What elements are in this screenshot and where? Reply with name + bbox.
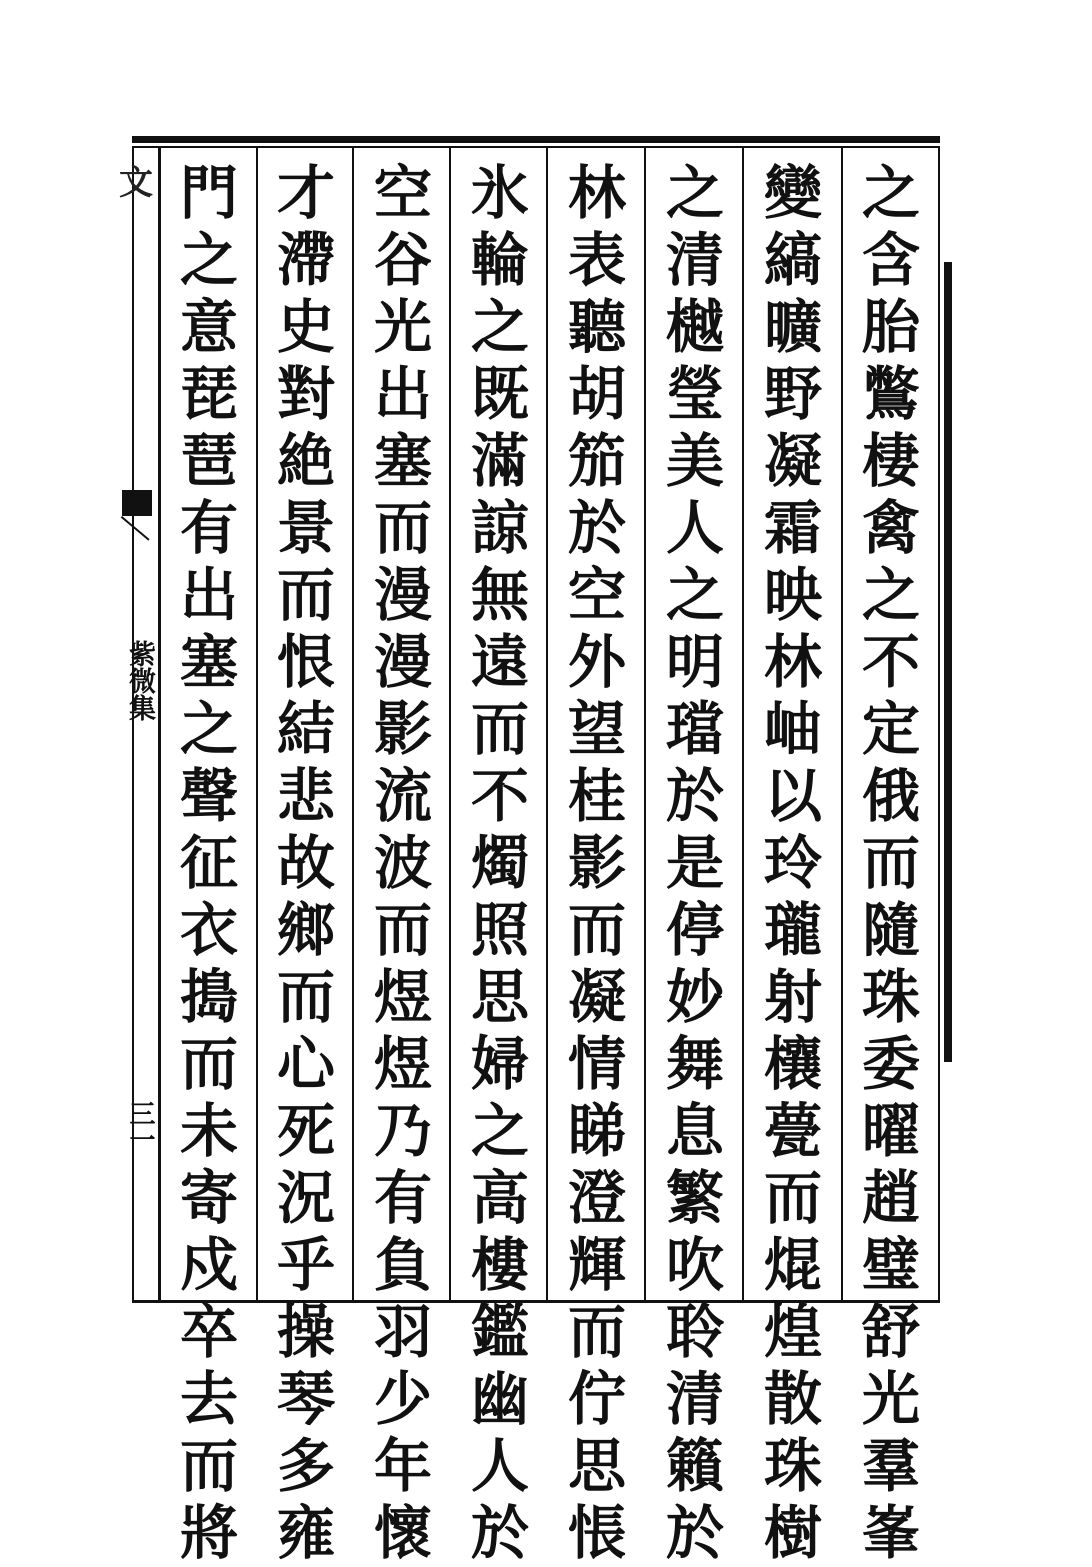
column-character: 珠 (763, 1432, 822, 1500)
column-character: 以 (763, 762, 822, 830)
text-column-8 (168, 159, 250, 1567)
column-character: 景 (276, 494, 335, 562)
column-character: 隨 (861, 896, 920, 964)
column-character: 諒 (470, 494, 529, 562)
column-character: 胎 (861, 293, 920, 361)
column-character: 琴 (276, 1365, 335, 1433)
column-character: 聲 (179, 762, 238, 830)
column-character: 征 (179, 829, 238, 897)
text-column-2 (752, 159, 834, 1567)
column-character: 年 (373, 1432, 432, 1500)
column-character: 況 (276, 1164, 335, 1232)
column-character: 甍 (763, 1097, 822, 1165)
column-character: 含 (861, 226, 920, 294)
column-character: 籟 (665, 1432, 724, 1500)
column-character: 有 (373, 1164, 432, 1232)
column-character: 光 (373, 293, 432, 361)
column-character: 禽 (861, 494, 920, 562)
column-character: 光 (861, 1365, 920, 1433)
column-character: 輪 (470, 226, 529, 294)
column-character: 凝 (567, 963, 626, 1031)
column-character: 舒 (861, 1298, 920, 1366)
column-character: 空 (567, 561, 626, 629)
column-character: 才 (276, 159, 335, 227)
column-character: 谷 (373, 226, 432, 294)
column-character: 桂 (567, 762, 626, 830)
column-character: 之 (470, 293, 529, 361)
column-character: 佇 (567, 1365, 626, 1433)
column-character: 俄 (861, 762, 920, 830)
column-character: 而 (179, 1030, 238, 1098)
column-character: 乃 (373, 1097, 432, 1165)
column-character: 射 (763, 963, 822, 1031)
column-character: 曠 (763, 293, 822, 361)
column-character: 之 (861, 561, 920, 629)
column-character: 胡 (567, 360, 626, 428)
column-character: 於 (665, 762, 724, 830)
column-character: 散 (763, 1365, 822, 1433)
column-character: 聽 (567, 293, 626, 361)
column-character: 心 (276, 1030, 335, 1098)
column-character: 門 (179, 159, 238, 227)
column-character: 悵 (567, 1499, 626, 1567)
column-character: 舞 (665, 1030, 724, 1098)
column-character: 而 (276, 963, 335, 1031)
column-character: 澄 (567, 1164, 626, 1232)
column-character: 曜 (861, 1097, 920, 1165)
column-divider (644, 148, 646, 1302)
column-character: 不 (861, 628, 920, 696)
column-character: 羣 (861, 1432, 920, 1500)
column-character: 霜 (763, 494, 822, 562)
column-character: 於 (470, 1499, 529, 1567)
text-column-6 (362, 159, 444, 1567)
column-character: 戍 (179, 1231, 238, 1299)
column-character: 之 (861, 159, 920, 227)
column-character: 瓏 (763, 896, 822, 964)
column-character: 塞 (373, 427, 432, 495)
column-character: 而 (567, 896, 626, 964)
column-character: 影 (567, 829, 626, 897)
column-character: 輝 (567, 1231, 626, 1299)
column-character: 意 (179, 293, 238, 361)
column-character: 去 (179, 1365, 238, 1433)
column-character: 幽 (470, 1365, 529, 1433)
column-character: 於 (665, 1499, 724, 1567)
column-divider (449, 148, 451, 1302)
column-character: 婦 (470, 1030, 529, 1098)
column-character: 雍 (276, 1499, 335, 1567)
column-divider (742, 148, 744, 1302)
column-divider (546, 148, 548, 1302)
column-character: 乎 (276, 1231, 335, 1299)
text-column-4 (556, 159, 638, 1567)
column-character: 而 (373, 494, 432, 562)
column-character: 委 (861, 1030, 920, 1098)
text-column-3 (654, 159, 736, 1567)
column-character: 史 (276, 293, 335, 361)
column-character: 野 (763, 360, 822, 428)
column-character: 定 (861, 695, 920, 763)
column-character: 死 (276, 1097, 335, 1165)
column-character: 美 (665, 427, 724, 495)
column-character: 對 (276, 360, 335, 428)
column-character: 峯 (861, 1499, 920, 1567)
column-character: 趙 (861, 1164, 920, 1232)
column-character: 繁 (665, 1164, 724, 1232)
column-character: 多 (276, 1432, 335, 1500)
column-character: 岫 (763, 695, 822, 763)
column-character: 望 (567, 695, 626, 763)
column-character: 珠 (861, 963, 920, 1031)
column-character: 縞 (763, 226, 822, 294)
column-character: 氷 (470, 159, 529, 227)
top-border-rule (132, 136, 940, 143)
column-character: 羽 (373, 1298, 432, 1366)
column-character: 玲 (763, 829, 822, 897)
column-character: 樾 (665, 293, 724, 361)
column-character: 思 (470, 963, 529, 1031)
column-character: 思 (567, 1432, 626, 1500)
column-character: 瑩 (665, 360, 724, 428)
column-character: 欀 (763, 1030, 822, 1098)
column-character: 鷩 (861, 360, 920, 428)
text-column-7 (265, 159, 347, 1567)
column-character: 林 (763, 628, 822, 696)
left-border-rule (158, 148, 161, 1302)
column-character: 照 (470, 896, 529, 964)
column-character: 之 (470, 1097, 529, 1165)
column-character: 負 (373, 1231, 432, 1299)
column-character: 清 (665, 1365, 724, 1433)
column-character: 寄 (179, 1164, 238, 1232)
column-character: 而 (861, 829, 920, 897)
column-character: 人 (665, 494, 724, 562)
column-character: 笳 (567, 427, 626, 495)
column-character: 而 (276, 561, 335, 629)
fish-tail-mark-icon (122, 490, 152, 516)
column-character: 吹 (665, 1231, 724, 1299)
column-character: 而 (373, 896, 432, 964)
column-character: 之 (179, 226, 238, 294)
column-character: 將 (179, 1499, 238, 1567)
column-character: 樹 (763, 1499, 822, 1567)
column-character: 滯 (276, 226, 335, 294)
text-column-1 (850, 159, 932, 1567)
column-character: 未 (179, 1097, 238, 1165)
column-character: 塞 (179, 628, 238, 696)
column-character: 故 (276, 829, 335, 897)
column-character: 懷 (373, 1499, 432, 1567)
column-character: 無 (470, 561, 529, 629)
column-divider (841, 148, 843, 1302)
column-character: 棲 (861, 427, 920, 495)
column-character: 是 (665, 829, 724, 897)
column-character: 遠 (470, 628, 529, 696)
column-character: 波 (373, 829, 432, 897)
column-character: 之 (665, 561, 724, 629)
column-character: 鑑 (470, 1298, 529, 1366)
column-character: 流 (373, 762, 432, 830)
column-character: 息 (665, 1097, 724, 1165)
column-character: 妙 (665, 963, 724, 1031)
column-character: 卒 (179, 1298, 238, 1366)
column-character: 少 (373, 1365, 432, 1433)
column-character: 於 (567, 494, 626, 562)
column-character: 搗 (179, 963, 238, 1031)
column-character: 璧 (861, 1231, 920, 1299)
column-character: 焜 (763, 1231, 822, 1299)
column-character: 明 (665, 628, 724, 696)
column-character: 滿 (470, 427, 529, 495)
column-character: 鄉 (276, 896, 335, 964)
column-character: 人 (470, 1432, 529, 1500)
margin-top-fragment: 文 (119, 163, 153, 203)
text-column-5 (459, 159, 541, 1567)
column-character: 之 (665, 159, 724, 227)
column-divider (256, 148, 258, 1302)
column-character: 衣 (179, 896, 238, 964)
column-character: 而 (470, 695, 529, 763)
column-character: 情 (567, 1030, 626, 1098)
column-character: 絶 (276, 427, 335, 495)
column-character: 空 (373, 159, 432, 227)
margin-book-title: 紫微集 (124, 640, 155, 721)
column-character: 凝 (763, 427, 822, 495)
column-character: 漫 (373, 628, 432, 696)
column-character: 高 (470, 1164, 529, 1232)
column-divider (352, 148, 354, 1302)
column-character: 影 (373, 695, 432, 763)
right-border-rule (944, 262, 952, 1062)
column-character: 琶 (179, 427, 238, 495)
right-outer-rule (938, 148, 940, 1302)
column-character: 出 (373, 360, 432, 428)
column-character: 悲 (276, 762, 335, 830)
column-character: 映 (763, 561, 822, 629)
column-character: 之 (179, 695, 238, 763)
column-character: 煌 (763, 1298, 822, 1366)
column-character: 停 (665, 896, 724, 964)
column-character: 煜 (373, 1030, 432, 1098)
column-character: 樓 (470, 1231, 529, 1299)
column-character: 而 (179, 1432, 238, 1500)
column-character: 出 (179, 561, 238, 629)
column-character: 而 (763, 1164, 822, 1232)
column-character: 而 (567, 1298, 626, 1366)
column-character: 恨 (276, 628, 335, 696)
column-character: 燭 (470, 829, 529, 897)
column-character: 外 (567, 628, 626, 696)
column-character: 琵 (179, 360, 238, 428)
column-character: 結 (276, 695, 335, 763)
column-character: 表 (567, 226, 626, 294)
column-character: 不 (470, 762, 529, 830)
column-character: 煜 (373, 963, 432, 1031)
column-character: 操 (276, 1298, 335, 1366)
top-inner-rule (132, 146, 940, 148)
column-character: 璫 (665, 695, 724, 763)
column-character: 有 (179, 494, 238, 562)
column-character: 既 (470, 360, 529, 428)
column-character: 睇 (567, 1097, 626, 1165)
column-character: 聆 (665, 1298, 724, 1366)
column-character: 林 (567, 159, 626, 227)
column-character: 變 (763, 159, 822, 227)
column-character: 漫 (373, 561, 432, 629)
column-character: 清 (665, 226, 724, 294)
margin-page-number: 三一 (125, 1100, 155, 1152)
